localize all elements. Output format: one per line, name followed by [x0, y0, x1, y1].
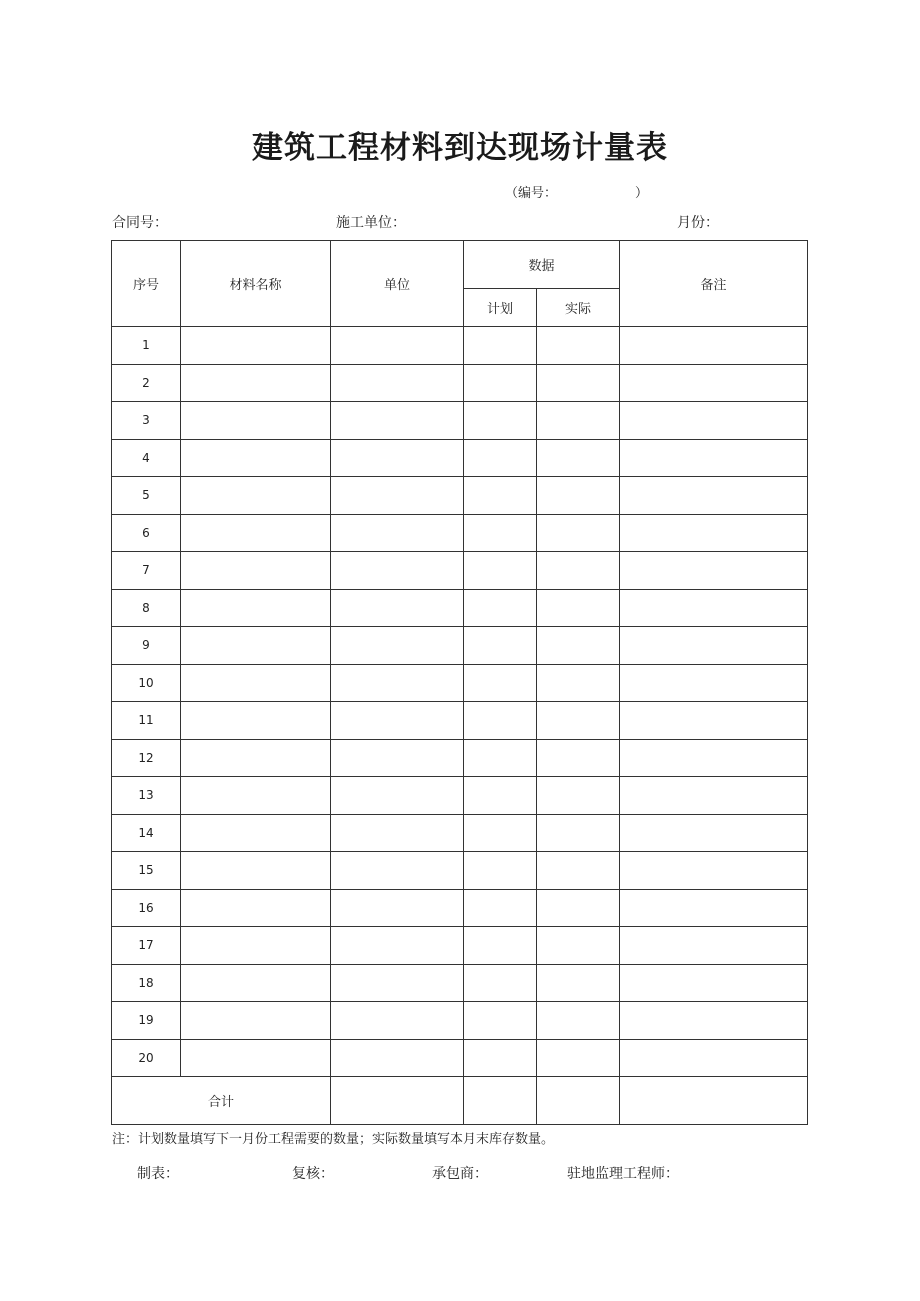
table-row [112, 477, 808, 515]
contract-number-label: 合同号： [112, 215, 168, 231]
table-row [112, 1002, 808, 1040]
header-data: 数据 [464, 241, 620, 289]
header-remark: 备注 [620, 241, 808, 327]
header-plan: 计划 [464, 289, 537, 327]
plan-cell[interactable] [464, 477, 537, 515]
total-plan-cell[interactable] [464, 1077, 537, 1125]
material-cell[interactable] [181, 402, 331, 440]
table-row [112, 589, 808, 627]
total-label: 合计 [112, 1077, 331, 1125]
unit-cell[interactable] [331, 514, 464, 552]
remark-cell[interactable] [620, 739, 808, 777]
unit-cell[interactable] [331, 852, 464, 890]
remark-cell[interactable] [620, 589, 808, 627]
material-cell[interactable] [181, 664, 331, 702]
plan-cell[interactable] [464, 852, 537, 890]
table-row [112, 852, 808, 890]
table-row [112, 552, 808, 590]
plan-cell[interactable] [464, 814, 537, 852]
page-title: 建筑工程材料到达现场计量表 [252, 130, 668, 166]
actual-cell[interactable] [537, 1039, 620, 1077]
unit-cell[interactable] [331, 889, 464, 927]
material-cell[interactable] [181, 1002, 331, 1040]
actual-cell[interactable] [537, 739, 620, 777]
row-number: 8 [112, 589, 181, 627]
material-cell[interactable] [181, 477, 331, 515]
plan-cell[interactable] [464, 627, 537, 665]
unit-cell[interactable] [331, 814, 464, 852]
remark-cell[interactable] [620, 364, 808, 402]
actual-cell[interactable] [537, 702, 620, 740]
unit-cell[interactable] [331, 364, 464, 402]
row-number: 13 [112, 777, 181, 815]
material-cell[interactable] [181, 327, 331, 365]
unit-cell[interactable] [331, 552, 464, 590]
unit-cell[interactable] [331, 477, 464, 515]
material-cell[interactable] [181, 739, 331, 777]
plan-cell[interactable] [464, 1039, 537, 1077]
material-cell[interactable] [181, 439, 331, 477]
contractor-unit-label: 施工单位： [336, 215, 406, 231]
plan-cell[interactable] [464, 402, 537, 440]
total-actual-cell[interactable] [537, 1077, 620, 1125]
footnote: 注：计划数量填写下一月份工程需要的数量；实际数量填写本月末库存数量。 [112, 1132, 555, 1147]
unit-cell[interactable] [331, 702, 464, 740]
actual-cell[interactable] [537, 627, 620, 665]
table-row [112, 439, 808, 477]
row-number: 19 [112, 1002, 181, 1040]
material-cell[interactable] [181, 927, 331, 965]
contractor-label: 承包商： [432, 1166, 488, 1182]
material-cell[interactable] [181, 964, 331, 1002]
unit-cell[interactable] [331, 927, 464, 965]
plan-cell[interactable] [464, 439, 537, 477]
unit-cell[interactable] [331, 739, 464, 777]
row-number: 5 [112, 477, 181, 515]
actual-cell[interactable] [537, 889, 620, 927]
table-row [112, 739, 808, 777]
remark-cell[interactable] [620, 1039, 808, 1077]
remark-cell[interactable] [620, 552, 808, 590]
serial-number [505, 182, 649, 201]
month-label: 月份： [677, 215, 719, 231]
table-row [112, 364, 808, 402]
material-cell[interactable] [181, 552, 331, 590]
table-row [112, 927, 808, 965]
header-seq: 序号 [112, 241, 181, 327]
total-remark-cell[interactable] [620, 1077, 808, 1125]
total-row [112, 1077, 808, 1125]
row-number: 2 [112, 364, 181, 402]
remark-cell[interactable] [620, 852, 808, 890]
plan-cell[interactable] [464, 1002, 537, 1040]
actual-cell[interactable] [537, 964, 620, 1002]
actual-cell[interactable] [537, 402, 620, 440]
unit-cell[interactable] [331, 664, 464, 702]
remark-cell[interactable] [620, 777, 808, 815]
material-cell[interactable] [181, 702, 331, 740]
remark-cell[interactable] [620, 702, 808, 740]
table-row [112, 514, 808, 552]
row-number: 12 [112, 739, 181, 777]
material-cell[interactable] [181, 814, 331, 852]
plan-cell[interactable] [464, 589, 537, 627]
table-row [112, 627, 808, 665]
unit-cell[interactable] [331, 1002, 464, 1040]
remark-cell[interactable] [620, 327, 808, 365]
row-number: 15 [112, 852, 181, 890]
header-material: 材料名称 [181, 241, 331, 327]
row-number: 9 [112, 627, 181, 665]
material-cell[interactable] [181, 889, 331, 927]
remark-cell[interactable] [620, 514, 808, 552]
table-row [112, 702, 808, 740]
plan-cell[interactable] [464, 889, 537, 927]
plan-cell[interactable] [464, 664, 537, 702]
unit-cell[interactable] [331, 964, 464, 1002]
material-cell[interactable] [181, 589, 331, 627]
plan-cell[interactable] [464, 927, 537, 965]
serial-close: ） [635, 186, 649, 201]
plan-cell[interactable] [464, 552, 537, 590]
table-row [112, 777, 808, 815]
table-row [112, 1039, 808, 1077]
material-cell[interactable] [181, 627, 331, 665]
actual-cell[interactable] [537, 552, 620, 590]
unit-cell[interactable] [331, 439, 464, 477]
actual-cell[interactable] [537, 327, 620, 365]
row-number: 7 [112, 552, 181, 590]
unit-cell[interactable] [331, 627, 464, 665]
material-cell[interactable] [181, 364, 331, 402]
remark-cell[interactable] [620, 627, 808, 665]
material-cell[interactable] [181, 1039, 331, 1077]
row-number: 14 [112, 814, 181, 852]
plan-cell[interactable] [464, 777, 537, 815]
row-number: 18 [112, 964, 181, 1002]
plan-cell[interactable] [464, 514, 537, 552]
remark-cell[interactable] [620, 439, 808, 477]
actual-cell[interactable] [537, 927, 620, 965]
plan-cell[interactable] [464, 702, 537, 740]
actual-cell[interactable] [537, 777, 620, 815]
actual-cell[interactable] [537, 664, 620, 702]
plan-cell[interactable] [464, 327, 537, 365]
table-row [112, 664, 808, 702]
row-number: 10 [112, 664, 181, 702]
row-number: 1 [112, 327, 181, 365]
material-cell[interactable] [181, 777, 331, 815]
remark-cell[interactable] [620, 664, 808, 702]
unit-cell[interactable] [331, 402, 464, 440]
table-row [112, 402, 808, 440]
row-number: 11 [112, 702, 181, 740]
row-number: 3 [112, 402, 181, 440]
actual-cell[interactable] [537, 814, 620, 852]
actual-cell[interactable] [537, 589, 620, 627]
header-unit: 单位 [331, 241, 464, 327]
unit-cell[interactable] [331, 777, 464, 815]
header-actual: 实际 [537, 289, 620, 327]
actual-cell[interactable] [537, 477, 620, 515]
row-number: 17 [112, 927, 181, 965]
unit-cell[interactable] [331, 589, 464, 627]
reviewed-by-label: 复核： [292, 1166, 334, 1182]
actual-cell[interactable] [537, 514, 620, 552]
actual-cell[interactable] [537, 1002, 620, 1040]
row-number: 4 [112, 439, 181, 477]
serial-label: （编号： [505, 186, 558, 201]
remark-cell[interactable] [620, 814, 808, 852]
actual-cell[interactable] [537, 364, 620, 402]
table-row [112, 889, 808, 927]
plan-cell[interactable] [464, 964, 537, 1002]
plan-cell[interactable] [464, 739, 537, 777]
remark-cell[interactable] [620, 402, 808, 440]
remark-cell[interactable] [620, 477, 808, 515]
material-cell[interactable] [181, 514, 331, 552]
supervisor-label: 驻地监理工程师： [567, 1166, 679, 1182]
actual-cell[interactable] [537, 852, 620, 890]
row-number: 16 [112, 889, 181, 927]
remark-cell[interactable] [620, 889, 808, 927]
table-row [112, 964, 808, 1002]
actual-cell[interactable] [537, 439, 620, 477]
table-row [112, 327, 808, 365]
remark-cell[interactable] [620, 1002, 808, 1040]
material-table [111, 240, 808, 1125]
prepared-by-label: 制表： [137, 1166, 179, 1182]
table-row [112, 814, 808, 852]
material-cell[interactable] [181, 852, 331, 890]
total-unit-cell[interactable] [331, 1077, 464, 1125]
unit-cell[interactable] [331, 327, 464, 365]
unit-cell[interactable] [331, 1039, 464, 1077]
plan-cell[interactable] [464, 364, 537, 402]
row-number: 6 [112, 514, 181, 552]
row-number: 20 [112, 1039, 181, 1077]
remark-cell[interactable] [620, 964, 808, 1002]
remark-cell[interactable] [620, 927, 808, 965]
